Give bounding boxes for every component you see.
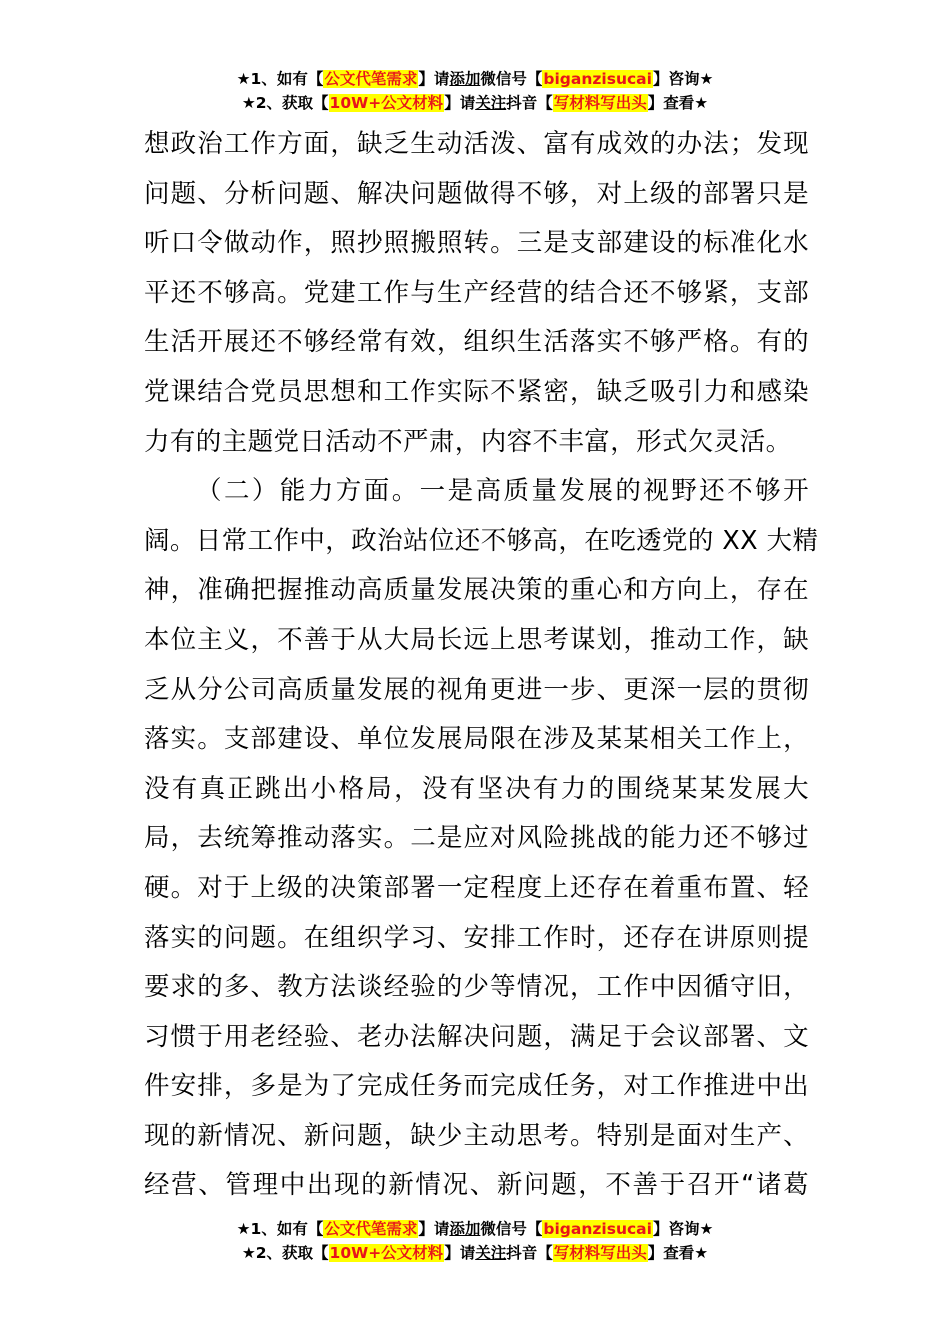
text-line: （二）能力方面。一是高质量发展的视野还不够开 [196,476,809,507]
banner-line-1 [0,67,950,91]
text-line: 没有真正跳出小格局，没有坚决有力的围绕某某发展大 [144,773,809,804]
banner-text: 】查看★ [647,94,709,112]
banner-text: ★1、如有【 [236,70,324,88]
banner-text: 抖音【 [506,1244,553,1262]
text-line: 落实的问题。在组织学习、安排工作时，还存在讲原则提 [144,922,809,953]
banner-text: 】请 [418,70,450,88]
douyin-id-highlight: 写材料写出头 [553,1244,647,1262]
header-banner [0,67,950,115]
banner-line-2 [0,1241,950,1265]
banner-text: 】咨询★ [652,1220,714,1238]
banner-text: 】请 [444,1244,476,1262]
wechat-id-highlight: biganzisucai [543,70,652,88]
banner-highlight: 公文代笔需求 [324,1220,418,1238]
banner-highlight: 10W+公文材料 [329,1244,444,1262]
text-line: 本位主义，不善于从大局长远上思考谋划，推动工作，缺 [144,624,809,655]
banner-line-1 [0,1217,950,1241]
text-line: 神，准确把握推动高质量发展决策的重心和方向上，存在 [144,575,809,606]
footer-banner [0,1217,950,1265]
text-line: 党课结合党员思想和工作实际不紧密，缺乏吸引力和感染 [144,376,809,407]
text-line: 阔。日常工作中，政治站位还不够高，在吃透党的 XX 大精 [144,525,819,556]
banner-underline: 关注 [475,94,507,112]
douyin-id-highlight: 写材料写出头 [553,94,647,112]
banner-text: 】请 [444,94,476,112]
banner-text: ★1、如有【 [236,1220,324,1238]
text-line: 问题、分析问题、解决问题做得不够，对上级的部署只是 [144,178,809,209]
text-line: 生活开展还不够经常有效，组织生活落实不够严格。有的 [144,327,809,358]
banner-text: ★2、获取【 [241,94,329,112]
text-line: 想政治工作方面，缺乏生动活泼、富有成效的办法；发现 [144,129,809,159]
banner-line-2 [0,91,950,115]
banner-highlight: 公文代笔需求 [324,70,418,88]
text-line: 听口令做动作，照抄照搬照转。三是支部建设的标准化水 [144,228,809,259]
document-body [144,120,819,1211]
banner-text: 】请 [418,1220,450,1238]
text-line: 现的新情况、新问题，缺少主动思考。特别是面对生产、 [144,1120,809,1151]
wechat-id-highlight: biganzisucai [543,1220,652,1238]
text-line: 力有的主题党日活动不严肃，内容不丰富，形式欠灵活。 [144,426,792,457]
text-line: 要求的多、教方法谈经验的少等情况，工作中因循守旧， [144,972,809,1003]
banner-highlight: 10W+公文材料 [329,94,444,112]
text-line: 乏从分公司高质量发展的视角更进一步、更深一层的贯彻 [144,674,809,705]
banner-text: 微信号【 [480,70,543,88]
text-line: 平还不够高。党建工作与生产经营的结合还不够紧，支部 [144,277,809,308]
paragraph-2 [144,467,819,1211]
text-line: 件安排，多是为了完成任务而完成任务，对工作推进中出 [144,1071,809,1102]
banner-text: 抖音【 [506,94,553,112]
banner-underline: 添加 [449,1220,481,1238]
banner-text: 微信号【 [480,1220,543,1238]
text-line: 落实。支部建设、单位发展局限在涉及某某相关工作上， [144,724,809,755]
banner-text: ★2、获取【 [241,1244,329,1262]
paragraph-1 [144,120,809,467]
banner-text: 】查看★ [647,1244,709,1262]
text-line: 经营、管理中出现的新情况、新问题，不善于召开“诸葛 [144,1170,809,1201]
banner-underline: 添加 [449,70,481,88]
text-line: 局，去统筹推动落实。二是应对风险挑战的能力还不够过 [144,823,809,854]
banner-text: 】咨询★ [652,70,714,88]
text-line: 习惯于用老经验、老办法解决问题，满足于会议部署、文 [144,1021,809,1052]
text-line: 硬。对于上级的决策部署一定程度上还存在着重布置、轻 [144,872,809,903]
banner-underline: 关注 [475,1244,507,1262]
